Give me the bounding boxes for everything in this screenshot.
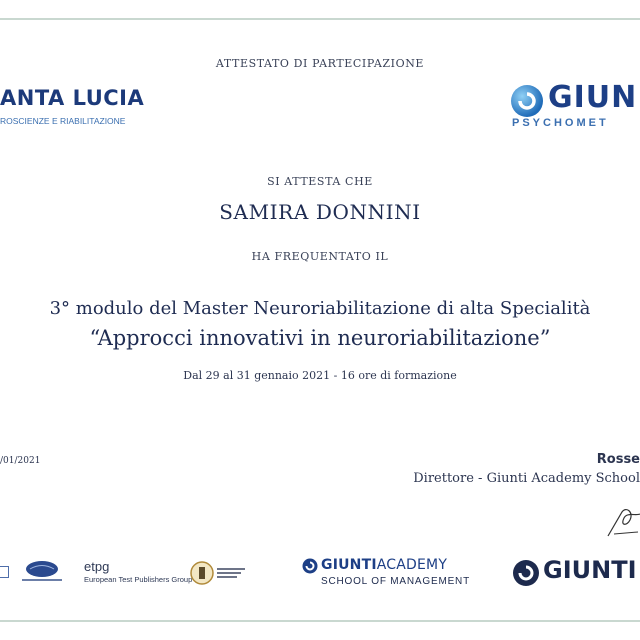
issue-date: /01/2021 <box>0 456 41 466</box>
giunti-academy-subtitle: SCHOOL OF MANAGEMENT <box>321 576 470 587</box>
giunti-academy-logo <box>302 557 470 593</box>
giunti-academy-sphere-icon <box>302 558 318 574</box>
signer-name: Rosse <box>596 452 640 467</box>
certificate-type-heading: ATTESTATO DI PARTECIPAZIONE <box>215 57 425 70</box>
giunti-academy-name-light: ACADEMY <box>376 557 448 573</box>
course-dates: Dal 29 al 31 gennaio 2021 - 16 ore di formazione <box>183 369 457 382</box>
course-title: “Approcci innovativi in neuroriabilitazione” <box>89 326 551 350</box>
attest-line: SI ATTESTA CHE <box>267 175 373 188</box>
attended-line: HA FREQUENTATO IL <box>251 250 389 263</box>
giunti-psychometrics-logo <box>510 80 640 134</box>
partial-logo-box <box>0 566 9 578</box>
top-frame-border <box>0 0 640 20</box>
signer-role: Direttore - Giunti Academy School <box>413 471 640 486</box>
footer-logos <box>0 550 640 600</box>
bottom-frame-border <box>0 620 640 640</box>
etpg-logo <box>84 560 192 584</box>
giunti-logo <box>512 556 640 590</box>
handwritten-signature <box>600 490 640 538</box>
etpg-logo-name: etpg <box>84 559 110 574</box>
giunti-psychometrics-subtitle: PSYCHOMET <box>512 117 609 129</box>
international-seal-icon <box>189 560 249 586</box>
giunti-sphere-icon <box>510 84 544 118</box>
santa-lucia-logo <box>0 86 150 130</box>
recipient-name: SAMIRA DONNINI <box>219 200 421 224</box>
giunti-psychometrics-name: GIUN <box>548 80 638 115</box>
etpg-logo-subtitle: European Test Publishers Group <box>84 575 193 584</box>
course-module-line: 3° modulo del Master Neuroriabilitazione di alta Specialità <box>49 298 591 319</box>
santa-lucia-logo-name: ANTA LUCIA <box>0 86 145 110</box>
giunti-logo-name: GIUNTI <box>543 556 637 584</box>
giunti-academy-name-bold: GIUNTI <box>321 557 377 573</box>
giunti-sphere-icon-footer <box>512 559 540 587</box>
giunti-academy-name <box>321 557 447 573</box>
institutional-emblem-icon <box>20 560 64 584</box>
santa-lucia-logo-subtitle: ROSCIENZE E RIABILITAZIONE <box>0 116 126 126</box>
